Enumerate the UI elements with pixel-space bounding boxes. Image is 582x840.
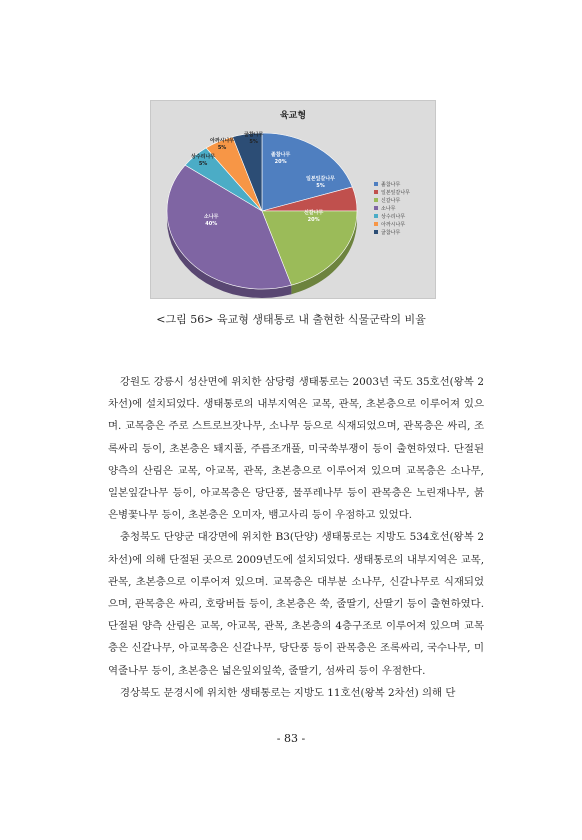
- slice-label-1: [306, 176, 335, 190]
- body-text: [108, 371, 484, 704]
- legend-swatch: [374, 198, 378, 202]
- slice-label-1-name: 일본잎갈나무: [306, 176, 335, 182]
- slice-label-4-name: 상수리나무: [191, 154, 216, 160]
- slice-label-6-pct: 5%: [249, 139, 258, 145]
- slice-label-6: [244, 132, 263, 146]
- legend-swatch: [374, 182, 378, 186]
- slice-label-3-name: 소나무: [204, 214, 219, 220]
- slice-label-0-pct: 20%: [274, 159, 287, 165]
- legend-swatch: [374, 190, 378, 194]
- slice-label-2-name: 신갈나무: [304, 210, 324, 216]
- legend-label: 상수리나무: [381, 213, 406, 220]
- slice-label-1-pct: 5%: [316, 183, 325, 189]
- legend-item: [374, 180, 410, 188]
- legend-item: [374, 228, 410, 236]
- legend-item: [374, 220, 410, 228]
- figure-caption: <그림 56> 육교형 생태통로 내 출현한 식물군락의 비율: [156, 313, 426, 326]
- legend-item: [374, 212, 410, 220]
- slice-label-5: [210, 138, 234, 152]
- slice-label-5-pct: 5%: [217, 145, 227, 151]
- legend-swatch: [374, 222, 378, 226]
- legend-label: 굴참나무: [381, 229, 401, 236]
- legend-item: [374, 204, 410, 212]
- slice-label-4: [191, 154, 215, 168]
- slice-label-6-name: 굴참나무: [244, 132, 264, 138]
- legend-item: [374, 188, 410, 196]
- legend-label: 소나무: [381, 205, 396, 212]
- chart-title: 육교형: [279, 111, 307, 121]
- legend-label: 아까시나무: [381, 221, 406, 228]
- slice-label-5-name: 아까시나무: [210, 138, 235, 144]
- slice-label-3: [204, 214, 219, 228]
- slice-label-4-pct: 5%: [198, 161, 208, 167]
- legend-label: 졸참나무: [381, 181, 401, 188]
- slice-label-0: [271, 152, 290, 166]
- legend-swatch: [374, 230, 378, 234]
- paragraph: 강원도 강릉시 성산면에 위치한 삼당령 생태통로는 2003년 국도 35호선(왕복 2차선)에 설치되었다. 생태통로의 내부지역은 교목, 관목, 초본층으로 이루어져 있으며. 교목층은 주로 스트로브잣나무, 소나무 등으로 식재되었으며, 관목층은 싸리, 조록싸리 등이, 초본층은 돼지풀, 주름조개풀, 미국쑥부쟁이 등이 출현하였다. 단절된 양측의 산림은 교목, 아교목, 관목, 초본층으로 이루어져 있으며 교목층은 소나무, 일본잎갈나무 등이, 아교목층은 당단풍, 물푸레나무 등이 관목층은 노린재나무, 붉은병꽃나무 등이, 초본층은 오미자, 뱀고사리 등이 우점하고 있었다.: [108, 376, 484, 522]
- legend-label: 일본잎갈나무: [381, 189, 410, 196]
- paragraph: 경상북도 문경시에 위치한 생태통로는 지방도 11호선(왕복 2차선) 의해 단: [120, 686, 456, 699]
- slice-label-2: [304, 210, 323, 224]
- slice-label-3-pct: 40%: [205, 221, 218, 227]
- legend-swatch: [374, 206, 378, 210]
- chart-legend: [374, 180, 410, 236]
- legend-label: 신갈나무: [381, 197, 401, 204]
- pie-chart-figure: [150, 100, 436, 299]
- legend-item: [374, 196, 410, 204]
- page-number: - 83 -: [276, 732, 306, 745]
- slice-label-2-pct: 20%: [307, 217, 320, 223]
- paragraph: 충청북도 단양군 대강면에 위치한 B3(단양) 생태통로는 지방도 534호선(왕복 2차선)에 의해 단절된 곳으로 2009년도에 설치되었다. 생태통로의 내부지역은 교목, 관목, 초본층으로 이루어져 있으며. 교목층은 대부분 소나무, 신갈나무로 식재되었으며, 관목층은 싸리, 호랑버들 등이, 초본층은 쑥, 줄딸기, 산딸기 등이 출현하였다. 단절된 양측 산림은 교목, 아교목, 관목, 초본층의 4층구조로 이루어져 있으며 교목층은 신갈나무, 아교목층은 신갈나무, 당단풍 등이 관목층은 조록싸리, 국수나무, 미역줄나무 등이, 초본층은 넓은잎외잎쑥, 줄딸기, 섬싸리 등이 우점한다.: [108, 531, 484, 677]
- slice-label-0-name: 졸참나무: [271, 152, 291, 158]
- legend-swatch: [374, 214, 378, 218]
